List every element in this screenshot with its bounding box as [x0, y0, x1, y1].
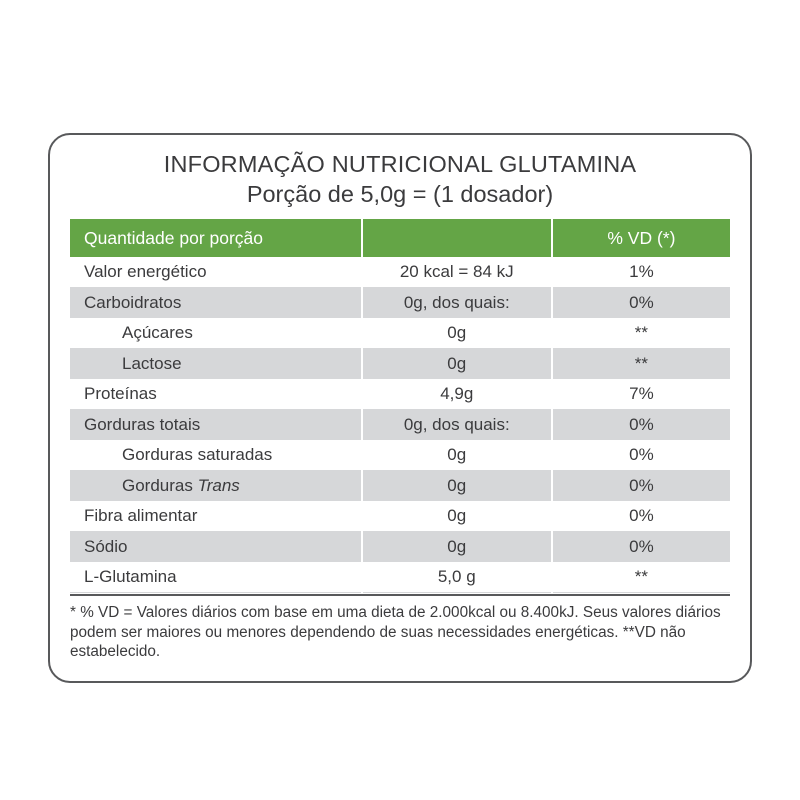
nutrient-name: Lactose	[70, 349, 362, 380]
label-title-block	[70, 149, 730, 209]
nutrient-vd: **	[552, 318, 730, 349]
nutrient-name: Carboidratos	[70, 288, 362, 319]
table-row	[70, 288, 730, 319]
column-header-quantity: Quantidade por porção	[70, 219, 362, 257]
nutrient-name: Fibra alimentar	[70, 501, 362, 532]
nutrient-amount: 0g	[362, 440, 552, 471]
nutrient-name: Sódio	[70, 532, 362, 563]
page-title: INFORMAÇÃO NUTRICIONAL GLUTAMINA	[163, 151, 637, 177]
nutrient-vd: 7%	[552, 379, 730, 410]
table-row	[70, 471, 730, 502]
nutrient-name: Proteínas	[70, 379, 362, 410]
nutrient-name: Gorduras Trans	[70, 471, 362, 502]
table-row	[70, 349, 730, 380]
nutrient-amount: 0g	[362, 501, 552, 532]
nutrient-vd: 0%	[552, 440, 730, 471]
nutrient-vd: 0%	[552, 288, 730, 319]
column-header-vd: % VD (*)	[552, 219, 730, 257]
nutrient-amount: 0g	[362, 318, 552, 349]
nutrient-amount: 20 kcal = 84 kJ	[362, 257, 552, 288]
nutrient-name: Gorduras totais	[70, 410, 362, 441]
nutrient-amount: 0g	[362, 532, 552, 563]
table-row	[70, 440, 730, 471]
nutrient-vd: 0%	[552, 471, 730, 502]
nutrient-amount: 0g, dos quais:	[362, 410, 552, 441]
nutrient-vd: 0%	[552, 501, 730, 532]
nutrient-name: Gorduras saturadas	[70, 440, 362, 471]
nutrient-amount: 0g, dos quais:	[362, 288, 552, 319]
table-row	[70, 410, 730, 441]
table-row	[70, 562, 730, 593]
nutrient-name: L-Glutamina	[70, 562, 362, 593]
nutrient-vd: **	[552, 562, 730, 593]
table-header	[70, 219, 730, 257]
nutrient-vd: 0%	[552, 532, 730, 563]
table-header-row	[70, 219, 730, 257]
table-row	[70, 532, 730, 563]
table-row	[70, 379, 730, 410]
serving-size-text: Porção de 5,0g = (1 dosador)	[246, 181, 554, 207]
table-row	[70, 318, 730, 349]
column-header-amount	[362, 219, 552, 257]
table-row	[70, 257, 730, 288]
nutrient-amount: 0g	[362, 471, 552, 502]
nutrient-amount: 5,0 g	[362, 562, 552, 593]
table-bottom-rule	[70, 594, 730, 596]
nutrient-name: Valor energético	[70, 257, 362, 288]
nutrient-vd: 1%	[552, 257, 730, 288]
nutrition-table	[70, 219, 730, 593]
table-row	[70, 501, 730, 532]
nutrient-vd: **	[552, 349, 730, 380]
table-body	[70, 257, 730, 593]
nutrient-name: Açúcares	[70, 318, 362, 349]
nutrient-amount: 0g	[362, 349, 552, 380]
nutrient-amount: 4,9g	[362, 379, 552, 410]
nutrition-facts-panel	[48, 133, 752, 683]
footnote-text: * % VD = Valores diários com base em uma dieta de 2.000kcal ou 8.400kJ. Seus valores diários podem ser maiores ou menores dependendo de suas necessidades energéticas. **VD não estabelecido.	[70, 604, 721, 660]
nutrition-facts-inner	[50, 135, 750, 681]
nutrient-vd: 0%	[552, 410, 730, 441]
